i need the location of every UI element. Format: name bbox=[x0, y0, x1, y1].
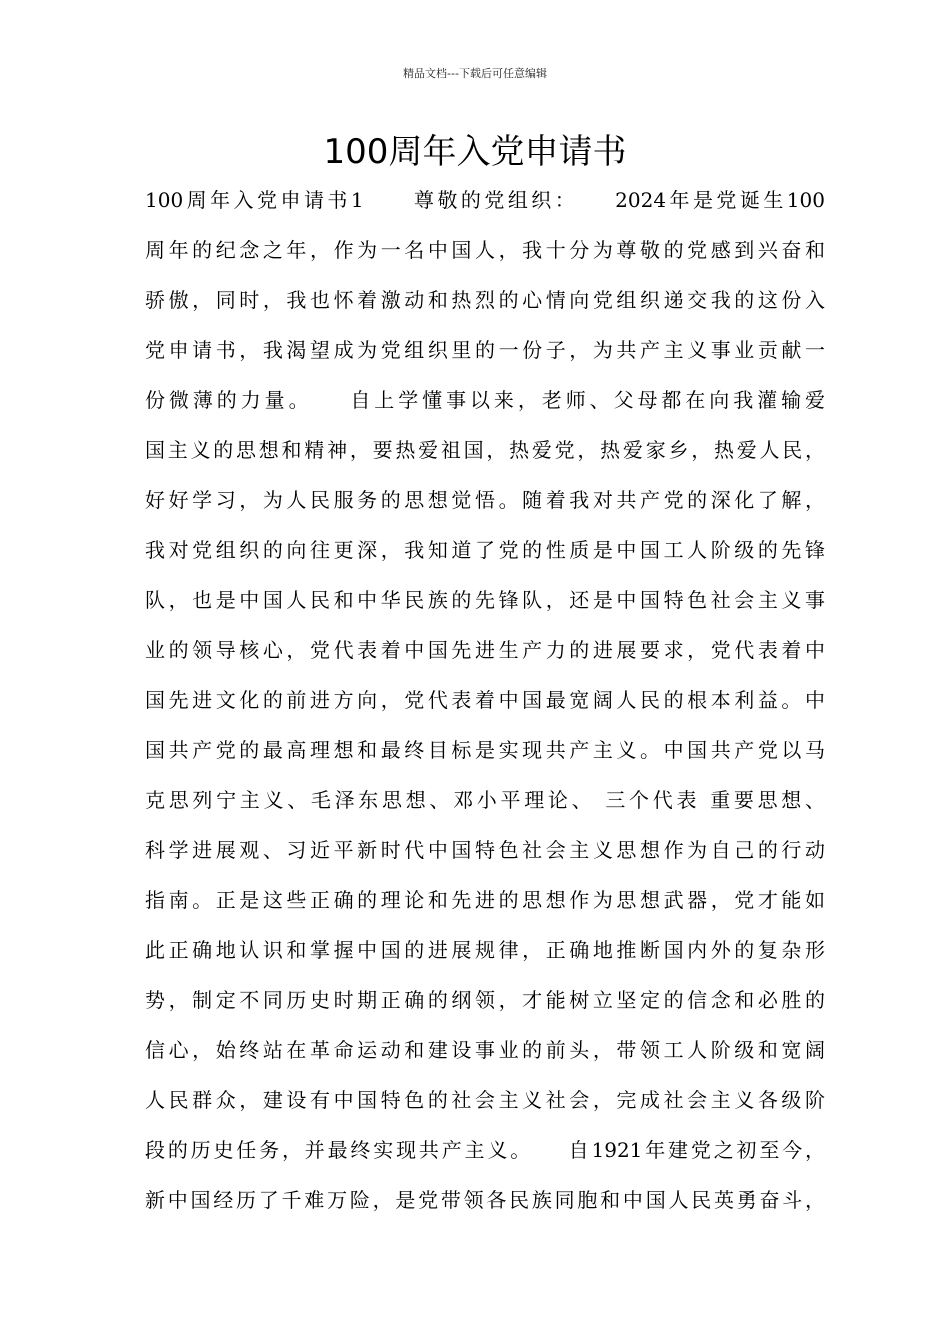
body-line: 队，也是中国人民和中华民族的先锋队，还是中国特色社会主义事 bbox=[145, 588, 825, 612]
body-line: 国主义的思想和精神，要热爱祖国，热爱党，热爱家乡，热爱人民， bbox=[145, 438, 825, 462]
body-line: 业的领导核心，党代表着中国先进生产力的进展要求，党代表着中 bbox=[145, 638, 825, 662]
body-line: 100周年入党申请书1 尊敬的党组织： 2024年是党诞生100 bbox=[145, 188, 825, 212]
body-line: 人民群众，建设有中国特色的社会主义社会，完成社会主义各级阶 bbox=[145, 1088, 825, 1112]
body-line: 好好学习，为人民服务的思想觉悟。随着我对共产党的深化了解， bbox=[145, 488, 825, 512]
body-line: 段的历史任务，并最终实现共产主义。 自1921年建党之初至今， bbox=[145, 1138, 825, 1162]
body-line: 周年的纪念之年，作为一名中国人，我十分为尊敬的党感到兴奋和 bbox=[145, 238, 825, 262]
body-line: 科学进展观、习近平新时代中国特色社会主义思想作为自己的行动 bbox=[145, 838, 825, 862]
body-line: 国共产党的最高理想和最终目标是实现共产主义。中国共产党以马 bbox=[145, 738, 825, 762]
body-line: 新中国经历了千难万险，是党带领各民族同胞和中国人民英勇奋斗， bbox=[145, 1188, 825, 1212]
body-line: 骄傲，同时，我也怀着激动和热烈的心情向党组织递交我的这份入 bbox=[145, 288, 825, 312]
page-header: 精品文档---下载后可任意编辑 bbox=[403, 67, 547, 80]
body-line: 克思列宁主义、毛泽东思想、邓小平理论、 三个代表 重要思想、 bbox=[145, 788, 825, 812]
body-line: 指南。正是这些正确的理论和先进的思想作为思想武器，党才能如 bbox=[145, 888, 825, 912]
body-line: 势，制定不同历史时期正确的纲领，才能树立坚定的信念和必胜的 bbox=[145, 988, 825, 1012]
body-line: 我对党组织的向往更深，我知道了党的性质是中国工人阶级的先锋 bbox=[145, 538, 825, 562]
document-body bbox=[145, 182, 825, 1232]
body-line: 国先进文化的前进方向，党代表着中国最宽阔人民的根本利益。中 bbox=[145, 688, 825, 712]
document-title: 100周年入党申请书 bbox=[323, 132, 627, 172]
body-line: 此正确地认识和掌握中国的进展规律，正确地推断国内外的复杂形 bbox=[145, 938, 825, 962]
body-line: 份微薄的力量。 自上学懂事以来，老师、父母都在向我灌输爱 bbox=[145, 388, 825, 412]
body-line: 信心，始终站在革命运动和建设事业的前头，带领工人阶级和宽阔 bbox=[145, 1038, 825, 1062]
body-line: 党申请书，我渴望成为党组织里的一份子，为共产主义事业贡献一 bbox=[145, 338, 825, 362]
